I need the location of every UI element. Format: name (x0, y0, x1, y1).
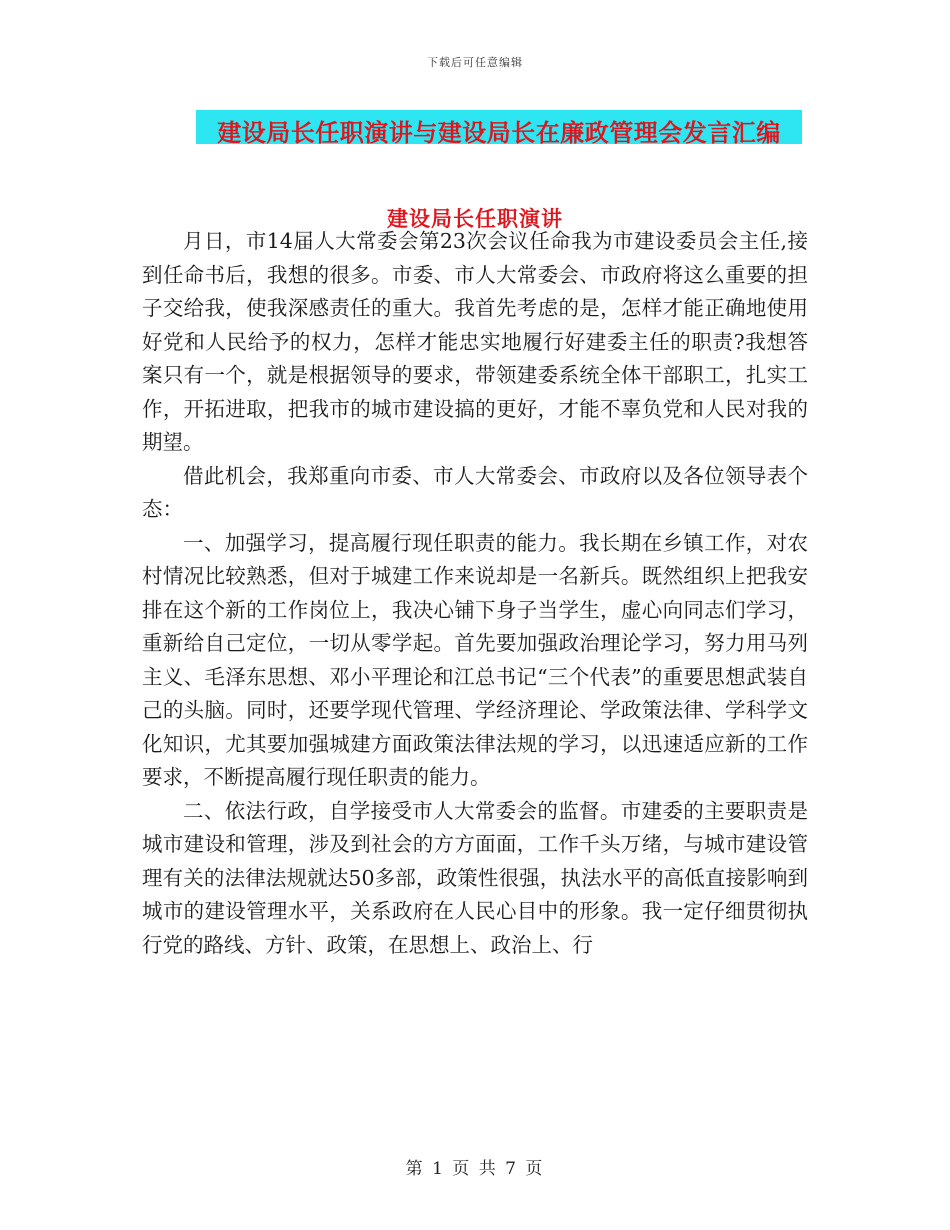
document-title: 建设局长任职演讲与建设局长在廉政管理会发言汇编 (217, 118, 781, 147)
paragraph-point-one: 一、加强学习，提高履行现任职责的能力。我长期在乡镇工作，对农村情况比较熟悉，但对于城建工作来说却是一名新兵。既然组织上把我安排在这个新的工作岗位上，我决心铺下身子当学生，虚心向同志们学习，重新给自己定位，一切从零学起。首先要加强政治理论学习，努力用马列主义、毛泽东思想、邓小平理论和江总书记“三个代表”的重要思想武装自己的头脑。同时，还要学现代管理、学经济理论、学政策法律、学科学文化知识，尤其要加强城建方面政策法律法规的学习，以迅速适应新的工作要求，不断提高履行现任职责的能力。 (142, 530, 808, 789)
paragraph-statement-intro: 借此机会，我郑重向市委、市人大常委会、市政府以及各位领导表个态： (142, 463, 808, 521)
document-body (142, 225, 808, 962)
paragraph-point-two: 二、依法行政，自学接受市人大常委会的监督。市建委的主要职责是城市建设和管理，涉及到社会的方方面面，工作千头万绪，与城市建设管理有关的法律法规就达50多部，政策性很强，执法水平的高低直接影响到城市的建设管理水平，关系政府在人民心目中的形象。我一定仔细贯彻执行党的路线、方针、政策，在思想上、政治上、行 (142, 798, 808, 957)
page-header-note: 下载后可任意编辑 (427, 56, 523, 69)
paragraph-appointment: 月日，市14届人大常委会第23次会议任命我为市建设委员会主任,接到任命书后，我想的很多。市委、市人大常委会、市政府将这么重要的担子交给我，使我深感责任的重大。我首先考虑的是，怎样才能正确地使用好党和人民给予的权力，怎样才能忠实地履行好建委主任的职责?我想答案只有一个，就是根据领导的要求，带领建委系统全体干部职工，扎实工作，开拓进取，把我市的城市建设搞的更好，才能不辜负党和人民对我的期望。 (142, 229, 808, 454)
page-number-footer: 第 1 页 共 7 页 (405, 1159, 545, 1179)
section-title: 建设局长任职演讲 (387, 206, 563, 231)
